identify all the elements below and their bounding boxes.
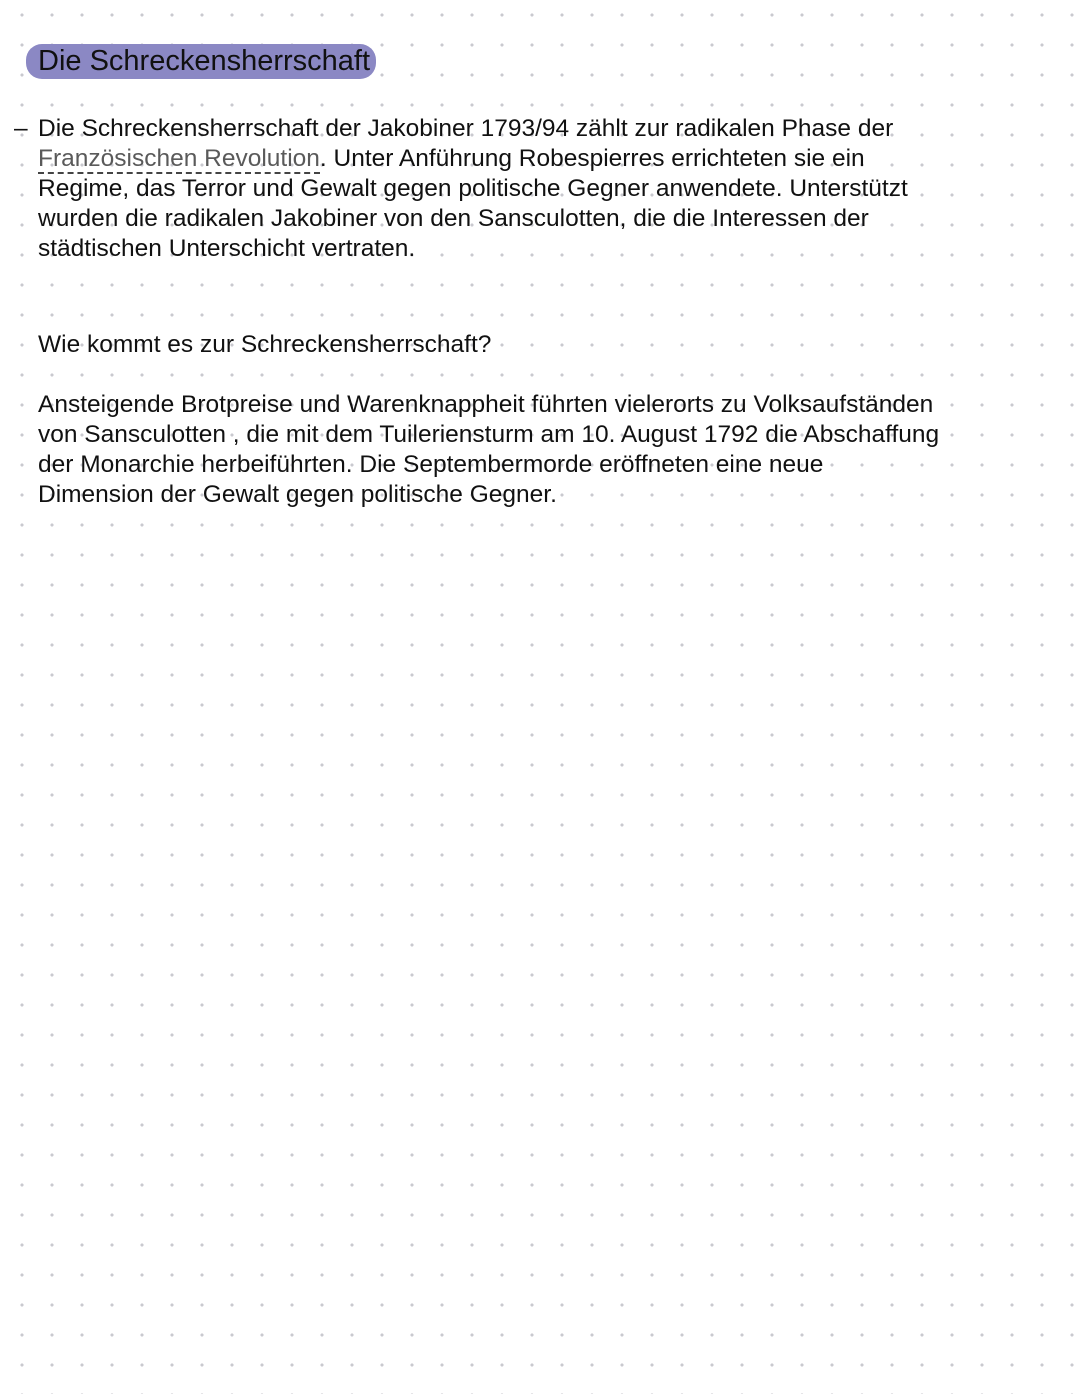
intro-line-4: wurden die radikalen Jakobiner von den Sansculotten, die die Interessen der (38, 205, 869, 232)
cause-line-1: Ansteigende Brotpreise und Warenknappheit führten vielerorts zu Volksaufständen (38, 391, 934, 418)
intro-line-5: städtischen Unterschicht vertraten. (38, 235, 416, 262)
intro-line-2-rest: . Unter Anführung Robespierres errichteten sie ein (319, 145, 865, 172)
cause-line-2: von Sansculotten , die mit dem Tuileriensturm am 10. August 1792 die Abschaffung (38, 421, 940, 448)
title-container (26, 44, 376, 79)
intro-line-3: Regime, das Terror und Gewalt gegen politische Gegner anwendete. Unterstützt (38, 175, 908, 202)
french-revolution-link[interactable]: Französischen Revolution (38, 145, 320, 172)
cause-paragraph (38, 390, 1028, 510)
page-title: Die Schreckensherrschaft (26, 44, 376, 79)
intro-line-2 (38, 144, 1028, 174)
cause-line-4: Dimension der Gewalt gegen politische Gegner. (38, 481, 557, 508)
intro-paragraph (38, 114, 1028, 264)
intro-line-1: Die Schreckensherrschaft der Jakobiner 1793/94 zählt zur radikalen Phase der (38, 115, 894, 142)
section-question: Wie kommt es zur Schreckensherrschaft? (38, 331, 492, 358)
bullet-dash: – (14, 115, 28, 142)
cause-line-3: der Monarchie herbeiführten. Die Septembermorde eröffneten eine neue (38, 451, 824, 478)
